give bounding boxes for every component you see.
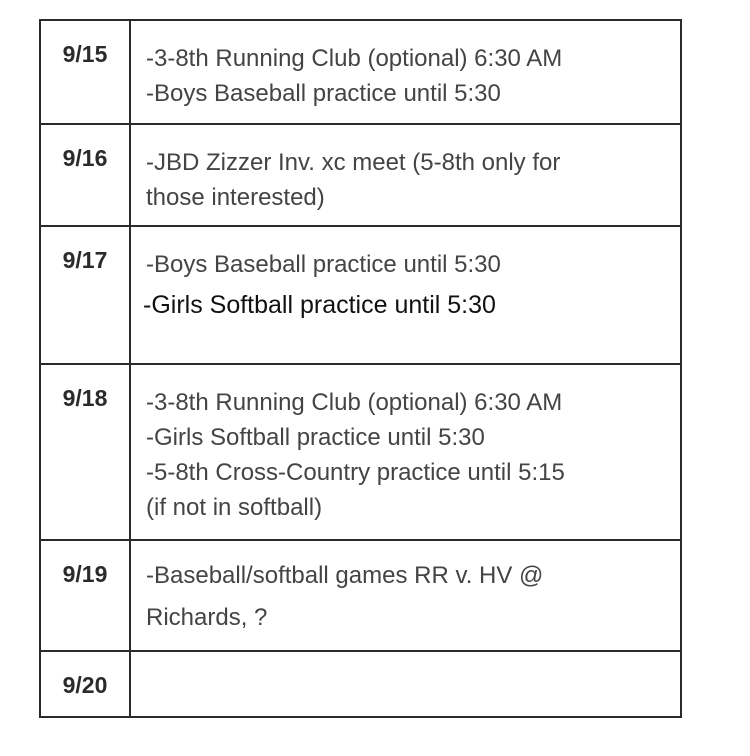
date-cell [40, 364, 130, 540]
event-line: those interested) [146, 184, 325, 211]
date-label: 9/16 [62, 145, 108, 171]
schedule-table [39, 19, 682, 718]
schedule-row-9-19 [40, 540, 681, 651]
event-line: -JBD Zizzer Inv. xc meet (5-8th only for [146, 149, 561, 176]
schedule-row-9-16 [40, 124, 681, 226]
event-line: -3-8th Running Club (optional) 6:30 AM [146, 45, 563, 72]
event-line: -Boys Baseball practice until 5:30 [146, 80, 501, 107]
event-line: -Boys Baseball practice until 5:30 [146, 251, 501, 278]
event-line: -Girls Softball practice until 5:30 [146, 424, 485, 451]
date-cell [40, 226, 130, 364]
schedule-row-9-20 [40, 651, 681, 717]
events-cell [130, 364, 681, 540]
events-cell [130, 124, 681, 226]
event-line: Richards, ? [146, 604, 268, 631]
date-cell [40, 124, 130, 226]
date-cell [40, 651, 130, 717]
date-label: 9/15 [62, 41, 108, 67]
event-line: (if not in softball) [146, 494, 323, 521]
events-cell [130, 540, 681, 651]
date-label: 9/17 [62, 247, 108, 273]
date-label: 9/20 [62, 672, 108, 698]
date-cell [40, 20, 130, 124]
date-cell [40, 540, 130, 651]
event-line: -Girls Softball practice until 5:30 [143, 291, 496, 319]
events-cell [130, 226, 681, 364]
event-line: -Baseball/softball games RR v. HV @ [146, 562, 544, 589]
events-cell-empty [130, 651, 681, 717]
event-line: -3-8th Running Club (optional) 6:30 AM [146, 389, 563, 416]
schedule-row-9-17 [40, 226, 681, 364]
date-label: 9/19 [62, 561, 108, 587]
schedule-row-9-18 [40, 364, 681, 540]
events-cell [130, 20, 681, 124]
event-line: -5-8th Cross-Country practice until 5:15 [146, 459, 565, 486]
date-label: 9/18 [62, 385, 108, 411]
schedule-row-9-15 [40, 20, 681, 124]
